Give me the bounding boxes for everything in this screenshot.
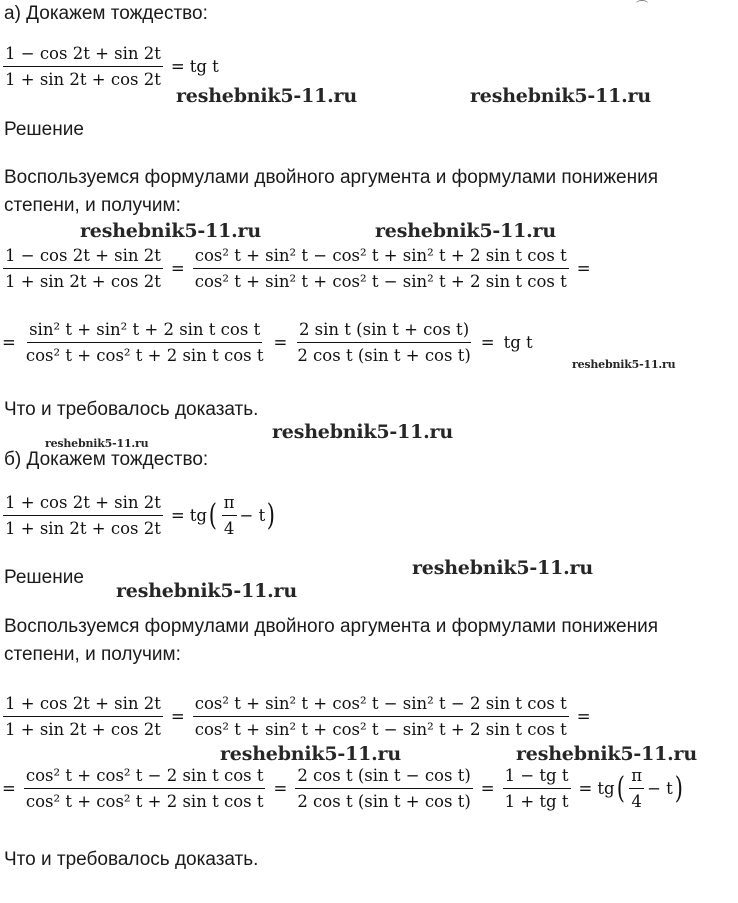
part-b-identity — [0, 493, 277, 538]
part-a-solution-label: Решение — [4, 119, 84, 140]
fraction — [24, 320, 266, 365]
part-b-identity-fraction — [3, 493, 163, 538]
part-b-heading: б) Докажем тождество: — [4, 449, 209, 470]
tg-function: tg — [597, 779, 615, 798]
denominator: 2 cos t (sin t + cos t) — [297, 346, 471, 365]
denominator: cos² t + cos² t + 2 sin t cos t — [25, 346, 264, 365]
part-a-equation-line-1 — [0, 246, 596, 291]
tail: − t — [647, 779, 673, 798]
part-a-intro: Воспользуемся формулами двойного аргумента и формулами понижения степени, и получим: — [4, 167, 659, 216]
denominator: 1 + sin 2t + cos 2t — [5, 720, 161, 739]
fraction — [503, 766, 571, 811]
watermark: reshebnik5-11.ru — [272, 421, 453, 443]
corner-mark — [636, 0, 648, 7]
part-b-equation-line-2 — [0, 766, 685, 811]
equals-sign: = — [576, 259, 591, 278]
pi-over-four — [629, 766, 644, 811]
equals-sign: = — [170, 707, 185, 726]
numerator: sin² t + sin² t + 2 sin t cos t — [27, 320, 262, 343]
watermark: reshebnik5-11.ru — [45, 437, 149, 450]
identity-rhs: tg t — [189, 57, 219, 76]
denominator: 2 cos t (sin t + cos t) — [297, 792, 471, 811]
equals-sign: = — [480, 333, 495, 352]
part-a-identity — [0, 44, 219, 89]
result: tg t — [503, 333, 533, 352]
equals-sign: = — [578, 779, 593, 798]
watermark: reshebnik5-11.ru — [116, 580, 297, 602]
denominator: cos² t + sin² t + cos² t − sin² t + 2 sin t cos t — [194, 272, 567, 291]
equals-sign: = — [170, 57, 185, 76]
numerator: cos² t + sin² t + cos² t − sin² t − 2 sin t cos t — [193, 694, 569, 717]
part-b-solution-label: Решение — [4, 567, 84, 588]
numerator: π — [222, 493, 237, 516]
left-paren: ( — [208, 497, 217, 533]
part-a-conclusion: Что и требовалось доказать. — [4, 399, 259, 420]
tg-function: tg — [189, 506, 207, 525]
numerator: 2 cos t (sin t − cos t) — [295, 766, 472, 789]
tail: − t — [239, 506, 266, 525]
fraction — [3, 246, 163, 291]
watermark: reshebnik5-11.ru — [412, 557, 593, 579]
denominator: cos² t + cos² t + 2 sin t cos t — [25, 792, 264, 811]
fraction — [295, 766, 472, 811]
watermark: reshebnik5-11.ru — [516, 743, 697, 765]
fraction — [3, 694, 163, 739]
equals-sign: = — [273, 779, 288, 798]
part-a-heading: а) Докажем тождество: — [4, 3, 208, 24]
pi-over-four — [222, 493, 237, 538]
numerator: 2 sin t (sin t + cos t) — [297, 320, 471, 343]
equals-sign: = — [480, 779, 495, 798]
fraction — [24, 766, 266, 811]
watermark: reshebnik5-11.ru — [80, 220, 261, 242]
numerator: 1 + cos 2t + sin 2t — [3, 493, 163, 516]
denominator: 4 — [223, 519, 235, 538]
numerator: 1 − cos 2t + sin 2t — [3, 246, 163, 269]
watermark: reshebnik5-11.ru — [176, 85, 357, 107]
fraction — [193, 694, 569, 739]
equals-sign: = — [576, 707, 591, 726]
part-b-intro: Воспользуемся формулами двойного аргумента и формулами понижения степени, и получим: — [4, 616, 659, 665]
numerator: 1 − tg t — [503, 766, 571, 789]
watermark: reshebnik5-11.ru — [572, 358, 676, 371]
numerator: cos² t + sin² t − cos² t + sin² t + 2 sin t cos t — [193, 246, 569, 269]
equals-sign: = — [2, 333, 16, 352]
part-b-equation-line-1 — [0, 694, 596, 739]
fraction — [295, 320, 472, 365]
numerator: π — [629, 766, 644, 789]
paren-expression — [207, 493, 277, 538]
numerator: 1 + cos 2t + sin 2t — [3, 694, 163, 717]
watermark: reshebnik5-11.ru — [220, 743, 401, 765]
right-paren: ) — [674, 770, 683, 806]
equals-sign: = — [170, 259, 185, 278]
numerator: 1 − cos 2t + sin 2t — [3, 44, 163, 67]
denominator: 1 + sin 2t + cos 2t — [5, 519, 161, 538]
right-paren: ) — [266, 497, 276, 533]
fraction — [193, 246, 569, 291]
part-a-identity-fraction — [3, 44, 163, 89]
denominator: 1 + tg t — [504, 792, 569, 811]
equals-sign: = — [2, 779, 16, 798]
part-b-conclusion: Что и требовалось доказать. — [4, 849, 259, 870]
denominator: 1 + sin 2t + cos 2t — [5, 272, 161, 291]
denominator: cos² t + sin² t + cos² t − sin² t + 2 sin t cos t — [194, 720, 567, 739]
equals-sign: = — [170, 506, 185, 525]
part-a-equation-line-2 — [0, 320, 533, 365]
denominator: 1 + sin 2t + cos 2t — [5, 70, 161, 89]
watermark: reshebnik5-11.ru — [470, 85, 651, 107]
numerator: cos² t + cos² t − 2 sin t cos t — [24, 766, 266, 789]
left-paren: ( — [616, 770, 625, 806]
paren-expression — [615, 766, 685, 811]
equals-sign: = — [273, 333, 288, 352]
denominator: 4 — [631, 792, 642, 811]
watermark: reshebnik5-11.ru — [375, 220, 556, 242]
